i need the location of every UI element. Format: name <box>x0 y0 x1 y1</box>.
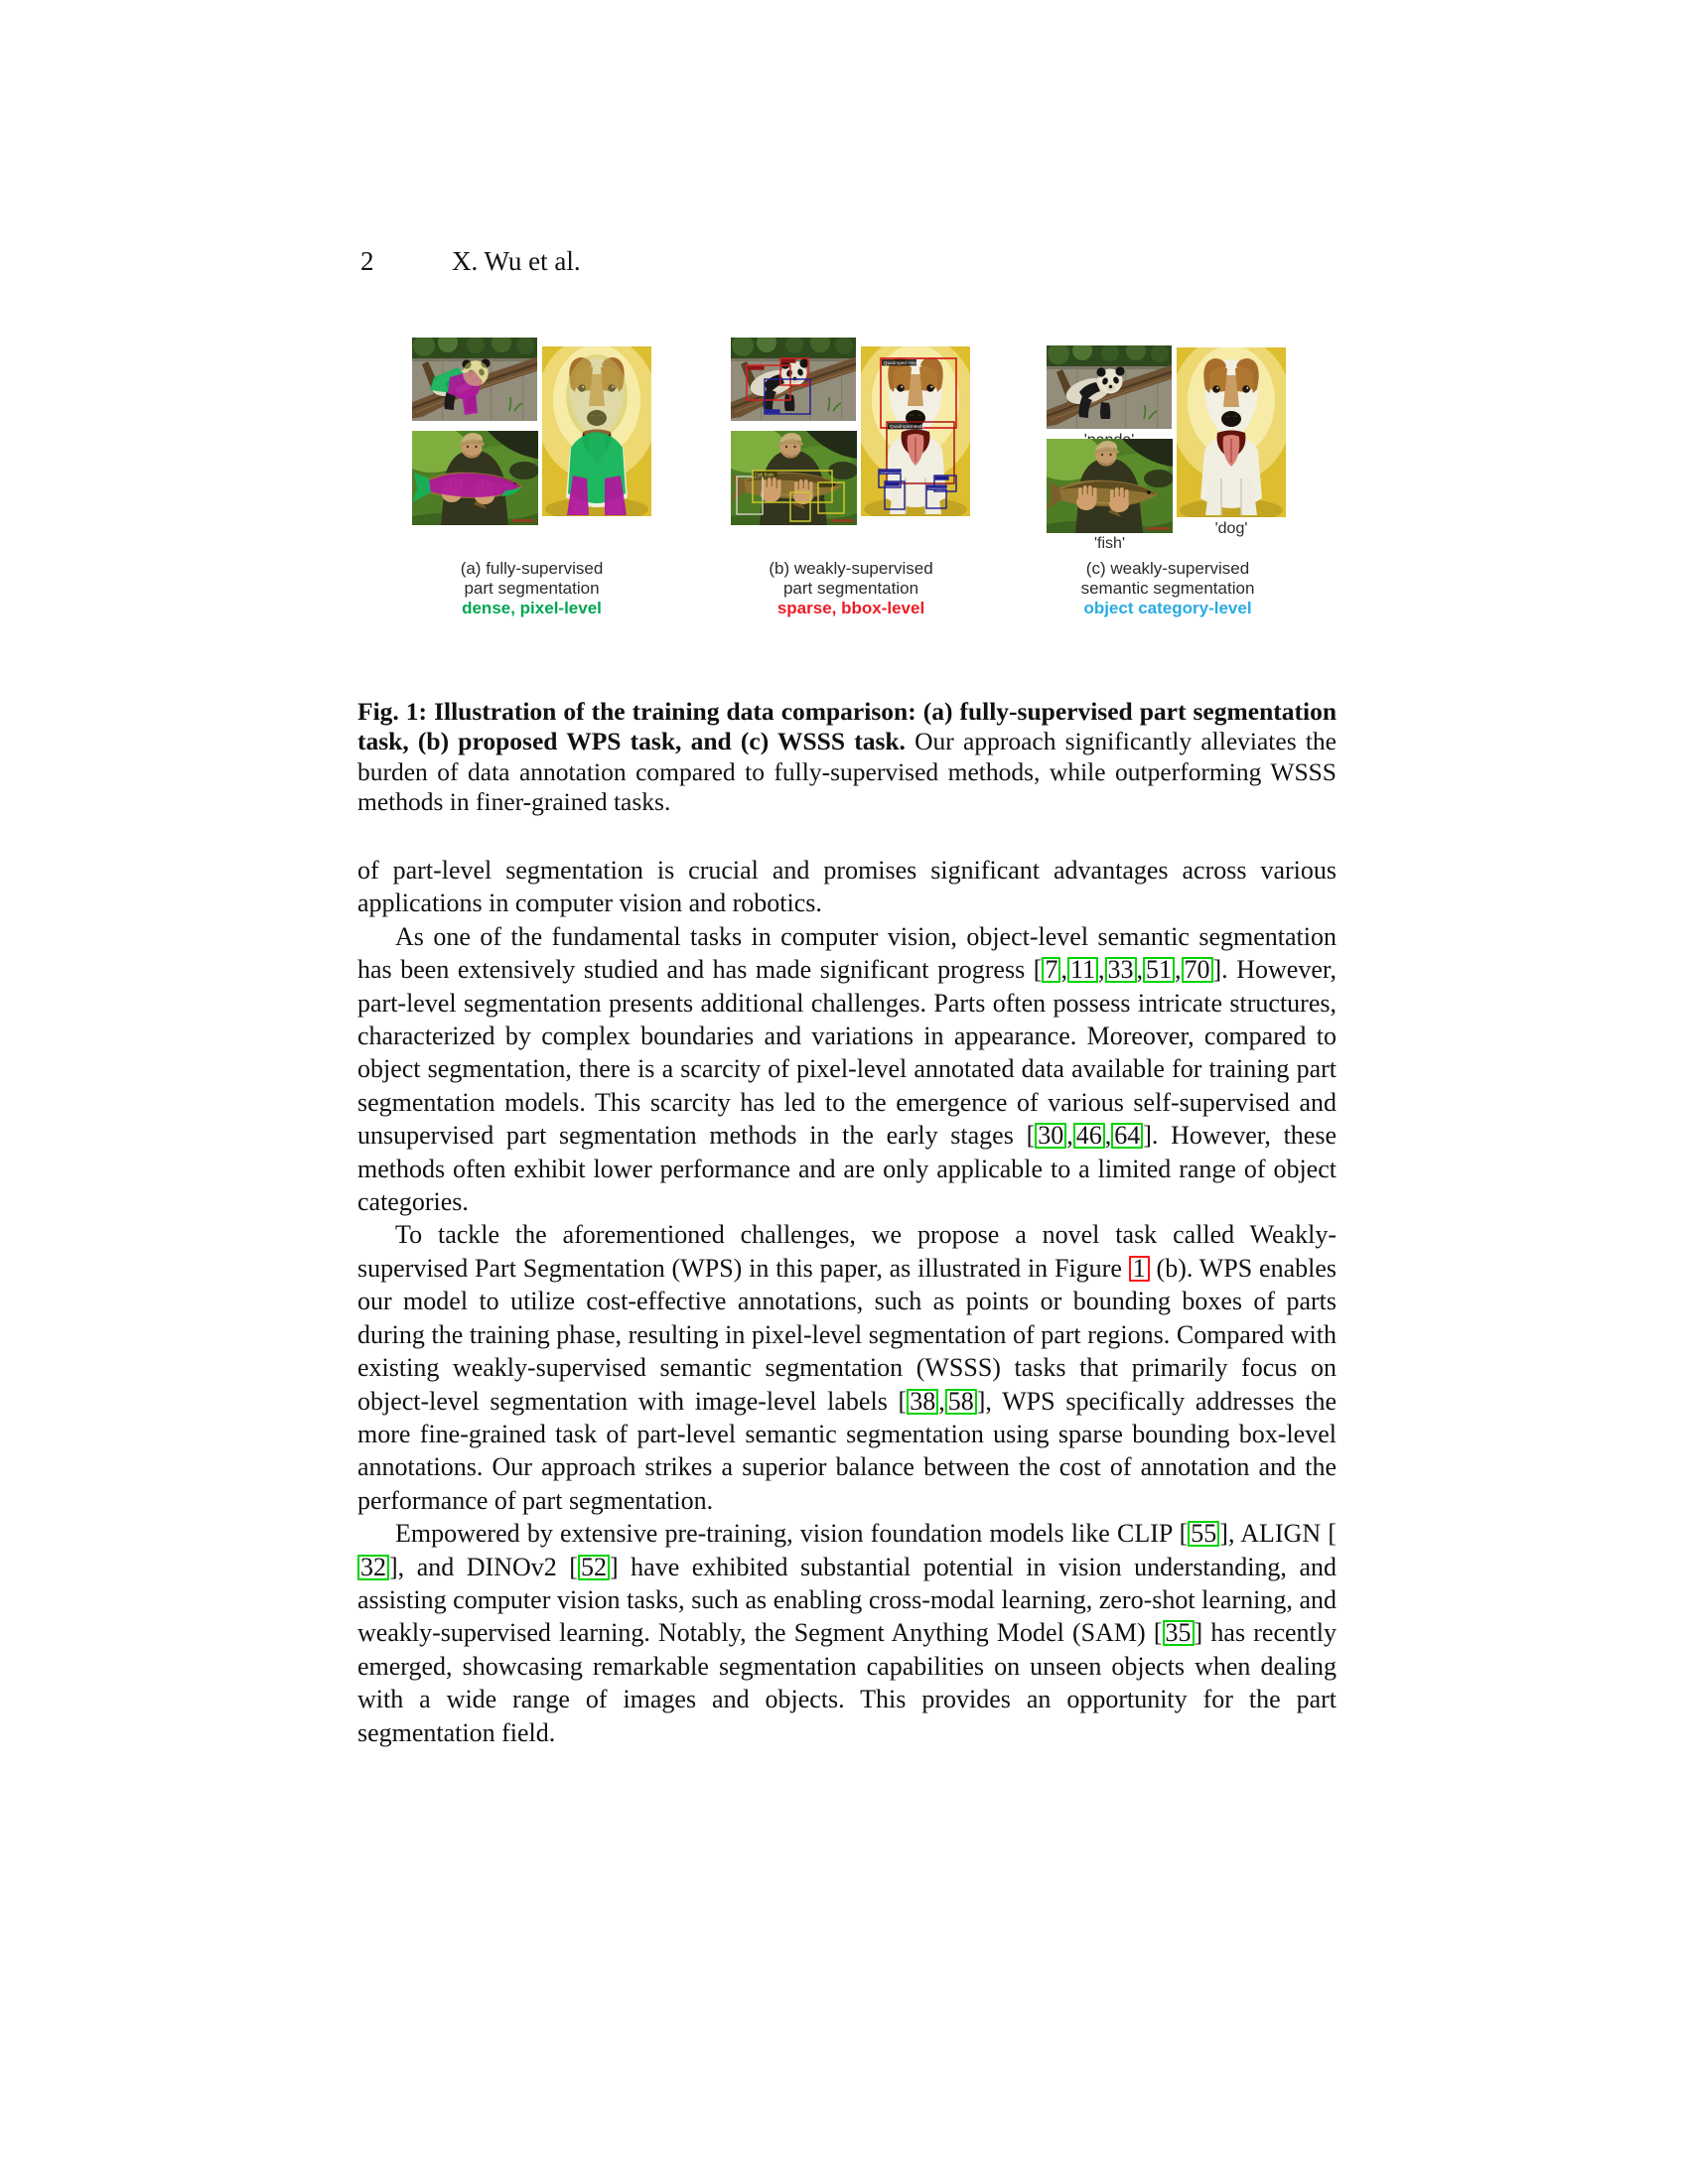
category-label-fish: 'fish' <box>1093 535 1125 552</box>
citation-ref[interactable]: 64 <box>1111 1123 1143 1149</box>
figure-caption-bold: Fig. 1: Illustration of the training data comparison: (a) fully-supervised part segmentation task, (b) proposed WPS task, and (c) WSSS task. <box>357 696 1336 755</box>
dog-photo-segmented <box>542 346 651 516</box>
citation-ref[interactable]: 51 <box>1143 957 1175 983</box>
fish-photo-bboxes <box>731 431 857 525</box>
panda-photo-segmented <box>412 338 537 421</box>
paragraph: of part-level segmentation is crucial and promises significant advantages across various applications in computer vision and robotics. <box>357 856 1336 918</box>
citation-ref[interactable]: 58 <box>945 1389 977 1415</box>
subcaption-c-line2: semantic segmentation <box>1080 579 1255 598</box>
subcaption-c-annotation-type: object category-level <box>1083 599 1252 617</box>
paragraph: To tackle the aforementioned challenges, we propose a novel task called Weakly-supervised Part Segmentation (WPS) in this paper, as illustrated in Figure 1 (b). WPS enables our model to utilize cost-effective annotations, such as points or bounding boxes of parts during the training phase, resulting in pixel-level segmentation of part regions. Compared with existing weakly-supervised semantic segmentation (WSSS) tasks that primarily focus on object-level segmentation with image-level labels [ 38 , 58 ], WPS specifically addresses the more fine-grained task of part-level semantic segmentation using sparse bounding box-level annotations. Our approach strikes a superior balance between the cost of annotation and the performance of part segmentation. <box>357 1220 1336 1515</box>
category-label-dog: 'dog' <box>1214 520 1248 537</box>
subcaption-b-line2: part segmentation <box>782 579 919 598</box>
citation-ref[interactable]: 30 <box>1035 1123 1066 1149</box>
figure-group-b <box>731 333 971 571</box>
subcaption-c-line1: (c) weakly-supervised <box>1085 559 1250 578</box>
dog-photo-plain <box>1177 347 1286 517</box>
panda-photo-plain <box>1047 345 1172 429</box>
citation-ref[interactable]: 33 <box>1105 957 1137 983</box>
subcaption-a-line2: part segmentation <box>464 579 600 598</box>
bbox-label-quadruped-head: Quadruped Head <box>884 359 919 365</box>
fish-photo-plain <box>1047 439 1173 533</box>
figure-caption <box>357 697 1336 818</box>
bbox-label-quadruped-foot: Quadruped Foot <box>927 486 950 490</box>
bbox-label-quadruped-body: Quadruped Body <box>890 423 924 429</box>
subcaption-a <box>412 559 651 618</box>
subcaption-b <box>731 559 971 618</box>
subcaption-b-line1: (b) weakly-supervised <box>769 559 933 578</box>
panda-photo-bboxes <box>731 338 856 421</box>
subcaption-c <box>1047 559 1289 618</box>
subcaption-a-annotation-type: dense, pixel-level <box>462 599 602 617</box>
paragraph: Empowered by extensive pre-training, vision foundation models like CLIP [ 55 ], ALIGN [32 ], and DINOv2 [ 52 ] have exhibited substantial potential in vision understanding, and assisting computer vision tasks, such as enabling cross-modal learning, zero-shot learning, and weakly-supervised learning. Notably, the Segment Anything Model (SAM) [ 35 ] has recently emerged, showcasing remarkable segmentation capabilities on unseen objects when dealing with a wide range of images and objects. This provides an opportunity for the part segmentation field. <box>357 1519 1336 1747</box>
citation-ref[interactable]: 11 <box>1067 957 1098 983</box>
citation-ref[interactable]: 7 <box>1042 957 1060 983</box>
figure-caption-regular: Our approach significantly alleviates the burden of data annotation compared to fully-supervised methods, while outperforming WSSS methods in finer-grained tasks. <box>357 727 1336 816</box>
running-header-authors: X. Wu et al. <box>452 246 581 276</box>
citation-ref[interactable]: 52 <box>578 1555 610 1580</box>
dog-photo-bboxes <box>861 346 970 516</box>
running-header <box>360 246 581 277</box>
page-number: 2 <box>360 246 374 276</box>
body-text <box>357 854 1336 1749</box>
citation-ref[interactable]: 32 <box>357 1555 389 1580</box>
subcaption-a-line1: (a) fully-supervised <box>460 559 604 578</box>
subcaption-b-annotation-type: sparse, bbox-level <box>776 599 925 617</box>
citation-ref[interactable]: 38 <box>907 1389 938 1415</box>
citation-ref[interactable]: 35 <box>1163 1620 1195 1646</box>
bbox-label-quadruped-foot: Quadruped Foot <box>880 471 903 475</box>
citation-ref[interactable]: 55 <box>1188 1521 1219 1547</box>
fish-photo-segmented <box>412 431 538 525</box>
bbox-label-fish-body: Fish Body <box>755 472 774 478</box>
figure-ref[interactable]: 1 <box>1129 1256 1150 1282</box>
figure-group-c <box>1047 333 1289 571</box>
citation-ref[interactable]: 70 <box>1182 957 1213 983</box>
figure-group-a <box>412 333 651 571</box>
paragraph: As one of the fundamental tasks in computer vision, object-level semantic segmentation has been extensively studied and has made significant progress [ 7 , 11 , 33 , 51 , 70 ]. However, part-level segmentation presents additional challenges. Parts often possess intricate structures, characterized by complex boundaries and variations in appearance. Moreover, compared to object segmentation, there is a scarcity of pixel-level annotated data available for training part segmentation models. This scarcity has led to the emergence of various self-supervised and unsupervised part segmentation methods in the early stages [ 30 , 46 , 64 ]. However, these methods often exhibit lower performance and are only applicable to a limited range of object categories. <box>357 921 1337 1217</box>
citation-ref[interactable]: 46 <box>1073 1123 1105 1149</box>
